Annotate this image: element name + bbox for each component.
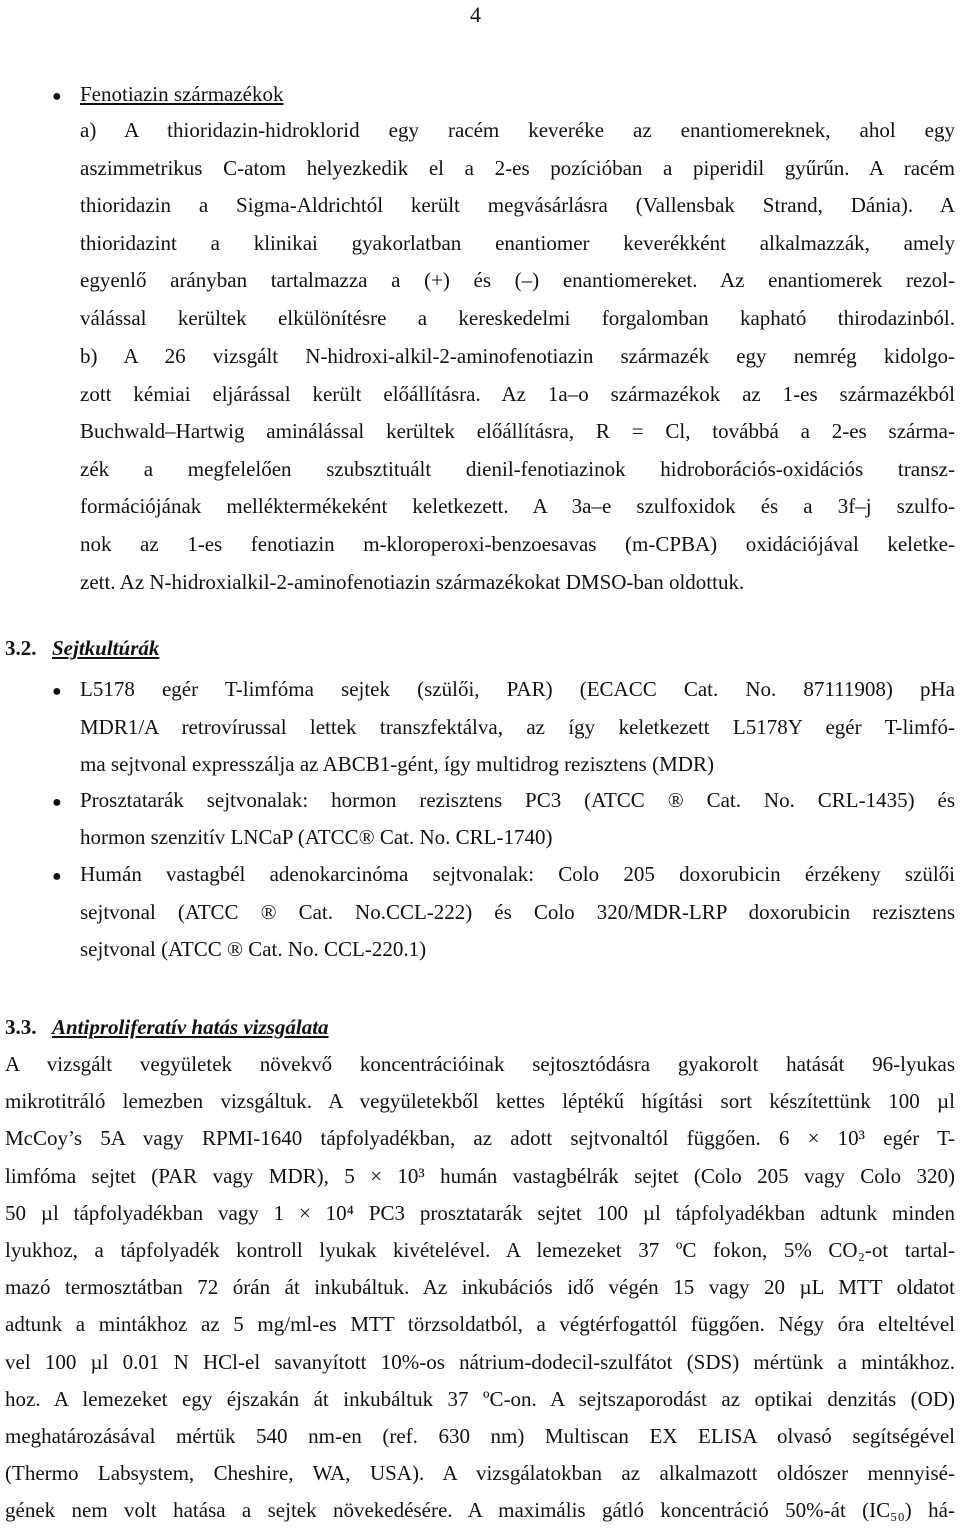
- text-line: adtunk a mintákhoz az 5 mg/ml-es MTT törzsoldatból, a végtérfogattól függően. Négy óra elteltével: [5, 1312, 955, 1337]
- text-line: sejtvonal (ATCC ® Cat. No.CCL-222) és Colo 320/MDR-LRP doxorubicin rezisztens: [80, 899, 955, 924]
- text-line: mazó termosztátban 72 órán át inkubáltuk. Az inkubációs idő végén 15 vagy 20 µL MTT oldatot: [5, 1275, 955, 1300]
- text-line: zett. Az N-hidroxialkil-2-aminofenotiazin származékokat DMSO-ban oldottuk.: [80, 569, 745, 594]
- text-line: aszimmetrikus C-atom helyezkedik el a 2-es pozícióban a piperidil gyűrűn. A racém: [80, 155, 955, 180]
- section-number: 3.3.: [5, 1015, 37, 1039]
- text-line: gének nem volt hatása a sejtek növekedésére. A maximális gátló koncentráció 50%-át (IC₅₀) há-: [5, 1498, 955, 1523]
- section-title: Antiproliferatív hatás vizsgálata: [52, 1015, 329, 1039]
- text-line: (Thermo Labsystem, Cheshire, WA, USA). A vizsgálatokban az alkalmazott oldószer mennyisé-: [5, 1461, 955, 1486]
- text-line: zott kémiai eljárással került előállításra. Az 1a–o származékok az 1-es származékból: [80, 381, 955, 406]
- text-line: MDR1/A retrovírussal lettek transzfektálva, az így keletkezett L5178Y egér T-limfó-: [80, 714, 955, 739]
- text-line: mikrotitráló lemezben vizsgáltuk. A vegyületekből kettes léptékű hígítási sort készítettünk 100 µl: [5, 1089, 955, 1114]
- text-line: a) A thioridazin-hidroklorid egy racém keveréke az enantiomereknek, ahol egy: [80, 118, 955, 142]
- text-line: nok az 1-es fenotiazin m-kloroperoxi-benzoesavas (m-CPBA) oxidációjával keletke-: [80, 532, 955, 556]
- text-line: válással kerültek elkülönítésre a kereskedelmi forgalomban kapható thirodazinból.: [80, 306, 955, 330]
- text-line: Humán vastagbél adenokarcinóma sejtvonalak: Colo 205 doxorubicin érzékeny szülői: [80, 862, 955, 886]
- section-number: 3.2.: [5, 636, 37, 660]
- text-line: 50 µl tápfolyadékban vagy 1 × 10⁴ PC3 prosztatarák sejtet 100 µl tápfolyadékban adtunk minden: [5, 1200, 955, 1225]
- text-line: egyenlő arányban tartalmazza a (+) és (–) enantiomereket. Az enantiomerek rezol-: [80, 268, 955, 293]
- text-line: b) A 26 vizsgált N-hidroxi-alkil-2-aminofenotiazin származék egy nemrég kidolgo-: [80, 344, 955, 368]
- cell-line-item-line: Prosztatarák sejtvonalak: hormon rezisztens PC3 (ATCC ® Cat. No. CRL-1435) és: [80, 788, 955, 812]
- bullet-icon: ●: [52, 88, 62, 105]
- text-line: A vizsgált vegyületek növekvő koncentrációinak sejtosztódásra gyakorolt hatását 96-lyukas: [5, 1052, 955, 1076]
- text-line: thioridazint a klinikai gyakorlatban enantiomer keverékként alkalmazzák, amely: [80, 230, 955, 255]
- text-line: lyukhoz, a tápfolyadék kontroll lyukak kivételével. A lemezeket 37 ºC fokon, 5% CO₂-ot tartal-: [5, 1238, 955, 1262]
- text-line: limfóma sejtet (PAR vagy MDR), 5 × 10³ humán vastagbélrák sejtet (Colo 205 vagy Colo 320): [5, 1163, 955, 1188]
- text-line: ma sejtvonal expresszálja az ABCB1-gént, így multidrog rezisztens (MDR): [80, 752, 714, 776]
- page-number: 4: [470, 2, 481, 27]
- section-title: Sejtkultúrák: [52, 636, 160, 660]
- text-line: sejtvonal (ATCC ® Cat. No. CCL-220.1): [80, 937, 427, 961]
- bullet-title: Fenotiazin származékok: [80, 82, 284, 106]
- bullet-icon: ●: [52, 794, 62, 811]
- text-line: zék a megfelelően szubsztituált dienil-fenotiazinok hidroborációs-oxidációs transz-: [80, 456, 955, 481]
- bullet-icon: ●: [52, 683, 62, 700]
- text-line: L5178 egér T-limfóma sejtek (szülői, PAR) (ECACC Cat. No. 87111908) pHa: [80, 677, 955, 701]
- bullet-icon: ●: [52, 868, 62, 885]
- text-line: meghatározásával mértük 540 nm-en (ref. 630 nm) Multiscan EX ELISA olvasó segítségével: [5, 1424, 955, 1448]
- text-line: formációjának melléktermékeként keletkezett. A 3a–e szulfoxidok és a 3f–j szulfo-: [80, 494, 955, 519]
- text-line: Buchwald–Hartwig aminálással kerültek előállításra, R = Cl, továbbá a 2-es szárma-: [80, 419, 955, 444]
- text-line: thioridazin a Sigma-Aldrichtól került megvásárlásra (Vallensbak Strand, Dánia). A: [80, 193, 955, 218]
- text-line: vel 100 µl 0.01 N HCl-el savanyított 10%-os nátrium-dodecil-szulfátot (SDS) mértünk a mintákhoz.: [5, 1349, 955, 1374]
- text-line: McCoy’s 5A vagy RPMI-1640 tápfolyadékban, az adott sejtvonaltól függően. 6 × 10³ egér T-: [5, 1126, 955, 1151]
- text-line: hoz. A lemezeket egy éjszakán át inkubáltuk 37 ºC-on. A sejtszaporodást az optikai denzitás (OD): [5, 1386, 955, 1411]
- cell-line-item-line: hormon szenzitív LNCaP (ATCC® Cat. No. CRL-1740): [80, 825, 553, 849]
